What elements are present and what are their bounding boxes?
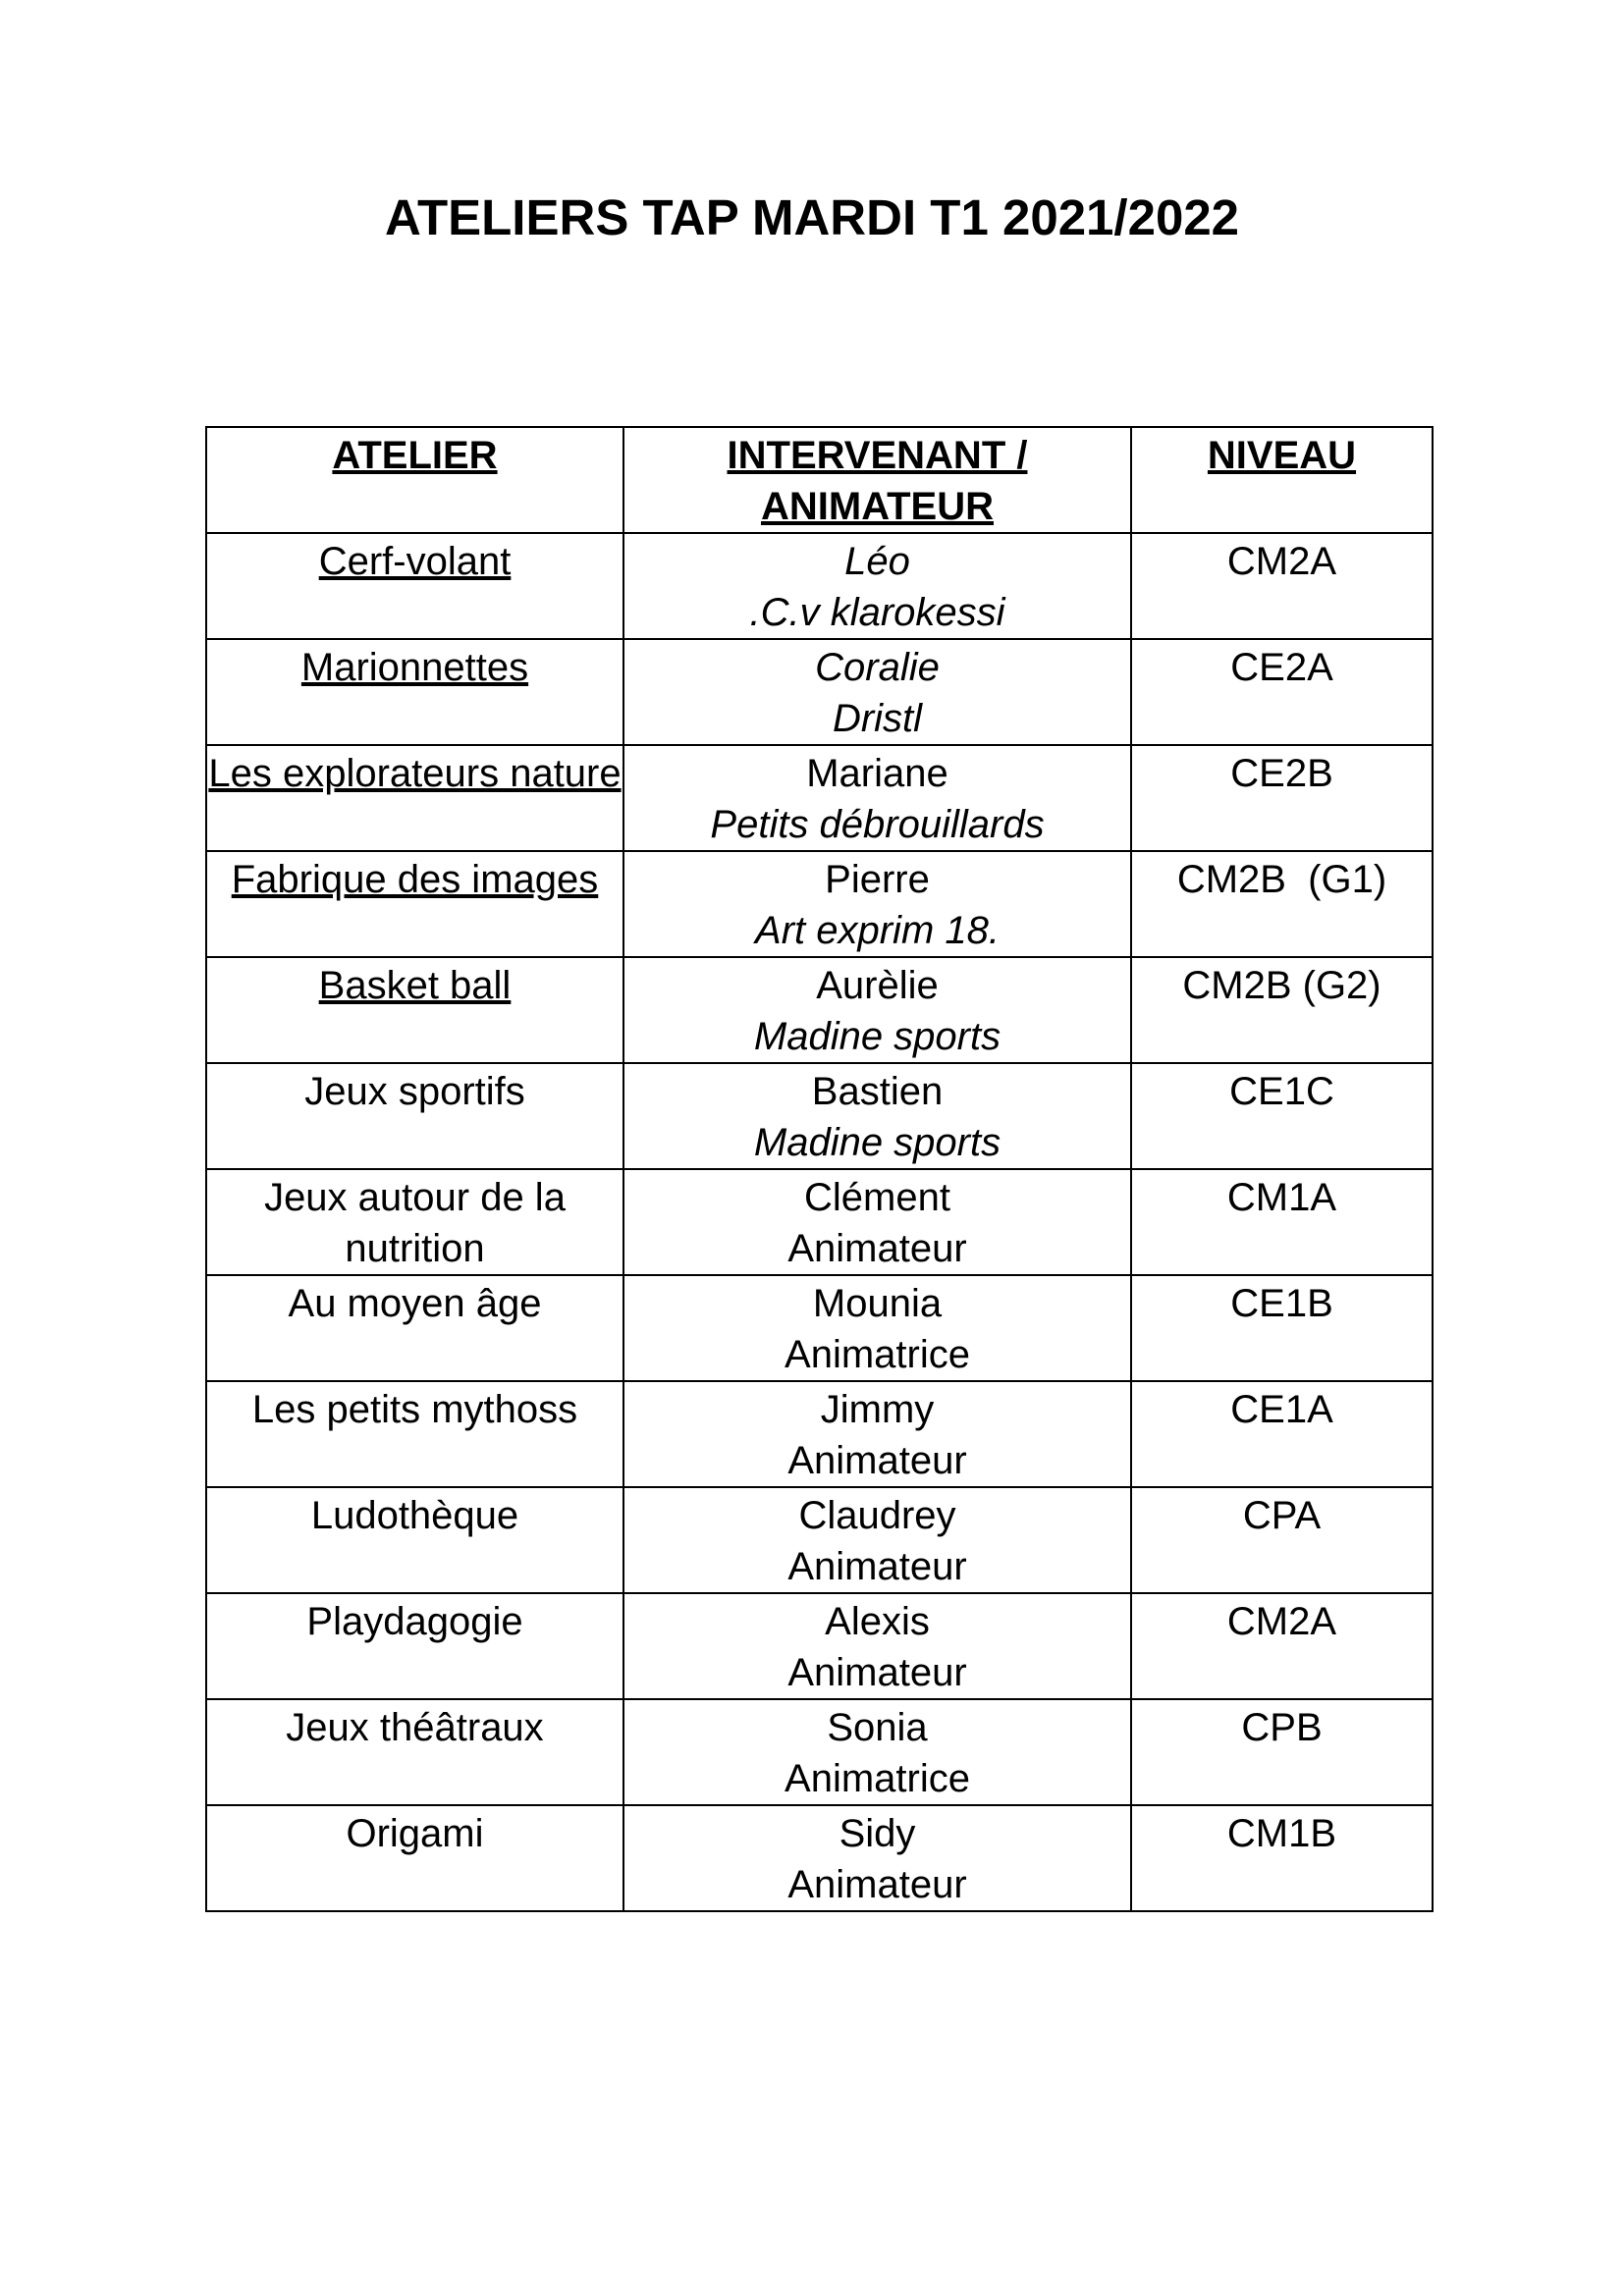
intervenant-structure: Madine sports [753,1121,1001,1164]
intervenant-structure: Art exprim 18. [755,909,1000,952]
table-row [206,851,1433,957]
niveau-cell: CE2B [1131,745,1433,851]
table-row [206,639,1433,745]
intervenant-structure: Dristl [832,697,923,740]
intervenant-name: Mounia [812,1282,943,1325]
table-row [206,1063,1433,1169]
table-row [206,745,1433,851]
niveau-cell: CPA [1131,1487,1433,1593]
intervenant-cell [623,1593,1131,1699]
atelier-cell: Marionnettes [206,639,623,745]
table-row [206,1275,1433,1381]
intervenant-structure: Animateur [787,1863,967,1906]
header-niveau: NIVEAU [1131,427,1433,533]
atelier-cell: Ludothèque [206,1487,623,1593]
intervenant-structure: Animatrice [785,1333,970,1376]
atelier-cell: Les explorateurs nature [206,745,623,851]
intervenant-structure: .C.v klarokessi [749,591,1005,634]
page-title: ATELIERS TAP MARDI T1 2021/2022 [384,189,1240,245]
intervenant-structure: Animatrice [785,1757,970,1800]
table-header-row [206,427,1433,533]
intervenant-cell [623,1487,1131,1593]
atelier-cell: Les petits mythoss [206,1381,623,1487]
niveau-cell: CM2A [1131,1593,1433,1699]
intervenant-name: Claudrey [798,1494,956,1537]
intervenant-cell [623,639,1131,745]
intervenant-cell [623,1699,1131,1805]
intervenant-cell [623,745,1131,851]
niveau-cell: CE1C [1131,1063,1433,1169]
intervenant-cell [623,957,1131,1063]
atelier-cell: Jeux théâtraux [206,1699,623,1805]
intervenant-name: Aurèlie [816,964,939,1007]
intervenant-cell [623,1805,1131,1911]
intervenant-structure: Madine sports [753,1015,1001,1058]
header-atelier: ATELIER [206,427,623,533]
header-intervenant: INTERVENANT / ANIMATEUR [623,427,1131,533]
intervenant-cell [623,533,1131,639]
intervenant-name: Pierre [825,858,930,901]
intervenant-structure: Animateur [787,1227,967,1270]
intervenant-structure: Animateur [787,1545,967,1588]
intervenant-cell [623,1381,1131,1487]
table-row [206,1593,1433,1699]
intervenant-structure: Petits débrouillards [710,803,1045,846]
niveau-cell: CM1B [1131,1805,1433,1911]
niveau-cell: CPB [1131,1699,1433,1805]
intervenant-cell [623,851,1131,957]
niveau-cell: CM2B (G2) [1131,957,1433,1063]
atelier-cell: Jeux autour de la nutrition [206,1169,623,1275]
intervenant-name: Mariane [806,752,948,795]
intervenant-name: Sonia [827,1706,928,1749]
intervenant-structure: Animateur [787,1651,967,1694]
atelier-cell: Origami [206,1805,623,1911]
table-row [206,957,1433,1063]
intervenant-name: Clément [804,1176,950,1219]
ateliers-table [205,426,1434,1912]
intervenant-cell [623,1169,1131,1275]
atelier-cell: Jeux sportifs [206,1063,623,1169]
atelier-cell: Basket ball [206,957,623,1063]
table-row [206,1699,1433,1805]
intervenant-name: Jimmy [820,1388,935,1431]
intervenant-name: Coralie [815,646,940,689]
table-row [206,1805,1433,1911]
intervenant-name: Bastien [811,1070,944,1113]
intervenant-structure: Animateur [787,1439,967,1482]
niveau-cell: CM2A [1131,533,1433,639]
niveau-cell: CM2B (G1) [1131,851,1433,957]
table-row [206,1487,1433,1593]
intervenant-cell [623,1275,1131,1381]
niveau-cell: CE2A [1131,639,1433,745]
niveau-cell: CE1B [1131,1275,1433,1381]
table-row [206,1381,1433,1487]
intervenant-cell [623,1063,1131,1169]
intervenant-name: Alexis [825,1600,930,1643]
atelier-cell: Fabrique des images [206,851,623,957]
atelier-cell: Au moyen âge [206,1275,623,1381]
niveau-cell: CM1A [1131,1169,1433,1275]
intervenant-name: Léo [844,540,910,583]
atelier-cell: Playdagogie [206,1593,623,1699]
atelier-cell: Cerf-volant [206,533,623,639]
table-row [206,1169,1433,1275]
niveau-cell: CE1A [1131,1381,1433,1487]
table-row [206,533,1433,639]
intervenant-name: Sidy [839,1812,916,1855]
